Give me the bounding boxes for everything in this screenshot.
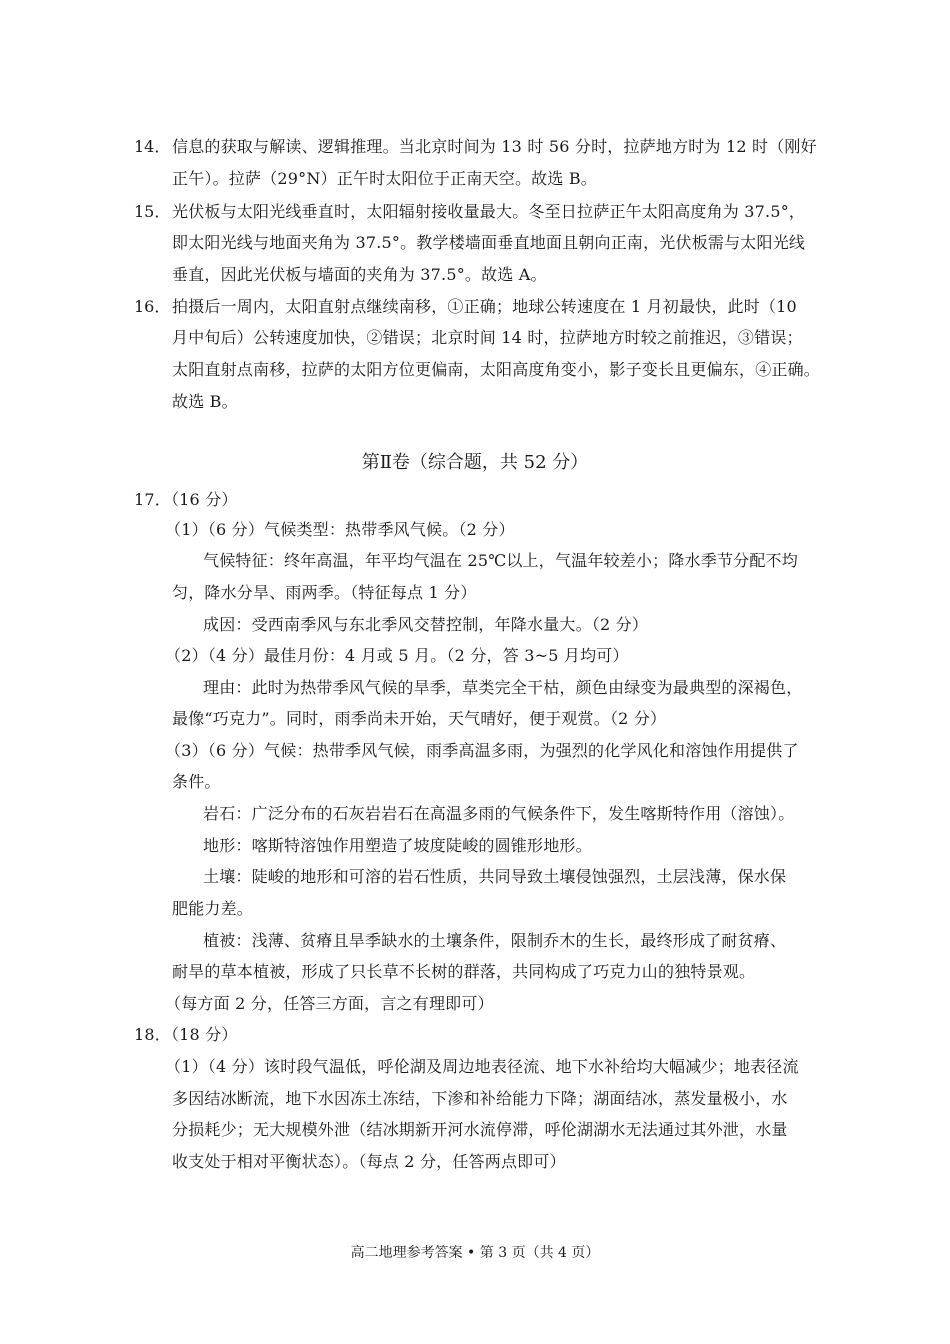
question-16-line-4: 故选 B。	[172, 392, 238, 411]
question-14-number: 14．	[134, 137, 171, 156]
q17-part3-scoring-note: （每方面 2 分，任答三方面，言之有理即可）	[165, 994, 494, 1013]
q17-part3-soil-line-1: 土壤：陡峻的地形和可溶的岩石性质，共同导致土壤侵蚀强烈，土层浅薄，保水保	[203, 867, 787, 886]
q18-part1-line-1: （1）（4 分）该时段气温低，呼伦湖及周边地表径流、地下水补给均大幅减少；地表径流	[165, 1057, 799, 1076]
q18-part1-line-2: 多因结冰断流，地下水因冻土冻结，下渗和补给能力下降；湖面结冰，蒸发量极小，水	[172, 1089, 788, 1108]
q17-part3-landform: 地形：喀斯特溶蚀作用塑造了坡度陡峻的圆锥形地形。	[203, 836, 592, 855]
q17-part1-head: （1）（6 分）气候类型：热带季风气候。（2 分）	[165, 520, 515, 539]
q17-part2-reason-line-2: 最像“巧克力”。同时，雨季尚未开始，天气晴好，便于观赏。（2 分）	[172, 709, 667, 728]
q17-part3-head-line-2: 条件。	[172, 772, 221, 791]
question-14-line-2: 正午）。拉萨（29°N）正午时太阳位于正南天空。故选 B。	[172, 169, 598, 188]
question-15-line-3: 垂直，因此光伏板与墙面的夹角为 37.5°。故选 A。	[172, 265, 547, 284]
q18-part1-line-4: 收支处于相对平衡状态）。（每点 2 分，任答两点即可）	[172, 1152, 566, 1171]
question-16-line-3: 太阳直射点南移，拉萨的太阳方位更偏南，太阳高度角变小，影子变长且更偏东，④正确。	[172, 360, 821, 379]
q17-part1-feature-line-1: 气候特征：终年高温，年平均气温在 25℃以上，气温年较差小；降水季节分配不均	[203, 551, 798, 570]
q18-part1-line-3: 分损耗少；无大规模外泄（结冰期新开河水流停滞，呼伦湖湖水无法通过其外泄，水量	[172, 1120, 788, 1139]
question-16-line-1: 拍摄后一周内，太阳直射点继续南移，①正确；地球公转速度在 1 月初最快，此时（10	[172, 297, 797, 316]
question-17-header: 17．（16 分）	[134, 490, 238, 509]
question-14-line-1: 信息的获取与解读、逻辑推理。当北京时间为 13 时 56 分时，拉萨地方时为 12 时（刚好	[172, 137, 817, 156]
q17-part1-feature-line-2: 匀，降水分旱、雨两季。（特征每点 1 分）	[172, 583, 477, 602]
q17-part3-rock: 岩石：广泛分布的石灰岩岩石在高温多雨的气候条件下，发生喀斯特作用（溶蚀）。	[203, 804, 795, 823]
q17-part2-reason-line-1: 理由：此时为热带季风气候的旱季，草类完全干枯，颜色由绿变为最典型的深褐色，	[203, 678, 803, 697]
question-15-line-2: 即太阳光线与地面夹角为 37.5°。教学楼墙面垂直地面且朝向正南，光伏板需与太阳光线	[172, 233, 806, 252]
page-footer: 高二地理参考答案 • 第 3 页（共 4 页）	[350, 1245, 600, 1261]
q17-part2-head: （2）（4 分）最佳月份：4 月或 5 月。（2 分，答 3~5 月均可）	[165, 646, 629, 665]
q17-part1-cause: 成因：受西南季风与东北季风交替控制，年降水量大。（2 分）	[203, 615, 649, 634]
question-16-line-2: 月中旬后）公转速度加快，②错误；北京时间 14 时，拉萨地方时较之前推迟，③错误；	[172, 328, 803, 347]
section-title: 第Ⅱ卷（综合题，共 52 分）	[361, 452, 589, 473]
question-18-header: 18．（18 分）	[134, 1025, 238, 1044]
q17-part3-vegetation-line-1: 植被：浅薄、贫瘠且旱季缺水的土壤条件，限制乔木的生长，最终形成了耐贫瘠、	[203, 931, 787, 950]
question-15-number: 15．	[134, 202, 171, 221]
question-15-line-1: 光伏板与太阳光线垂直时，太阳辐射接收量最大。冬至日拉萨正午太阳高度角为 37.5°，	[172, 202, 806, 221]
question-16-number: 16．	[134, 297, 171, 316]
q17-part3-vegetation-line-2: 耐旱的草本植被，形成了只长草不长树的群落，共同构成了巧克力山的独特景观。	[172, 962, 756, 981]
q17-part3-soil-line-2: 肥能力差。	[172, 899, 254, 918]
q17-part3-head-line-1: （3）（6 分）气候：热带季风气候，雨季高温多雨，为强烈的化学风化和溶蚀作用提供了	[165, 741, 799, 760]
